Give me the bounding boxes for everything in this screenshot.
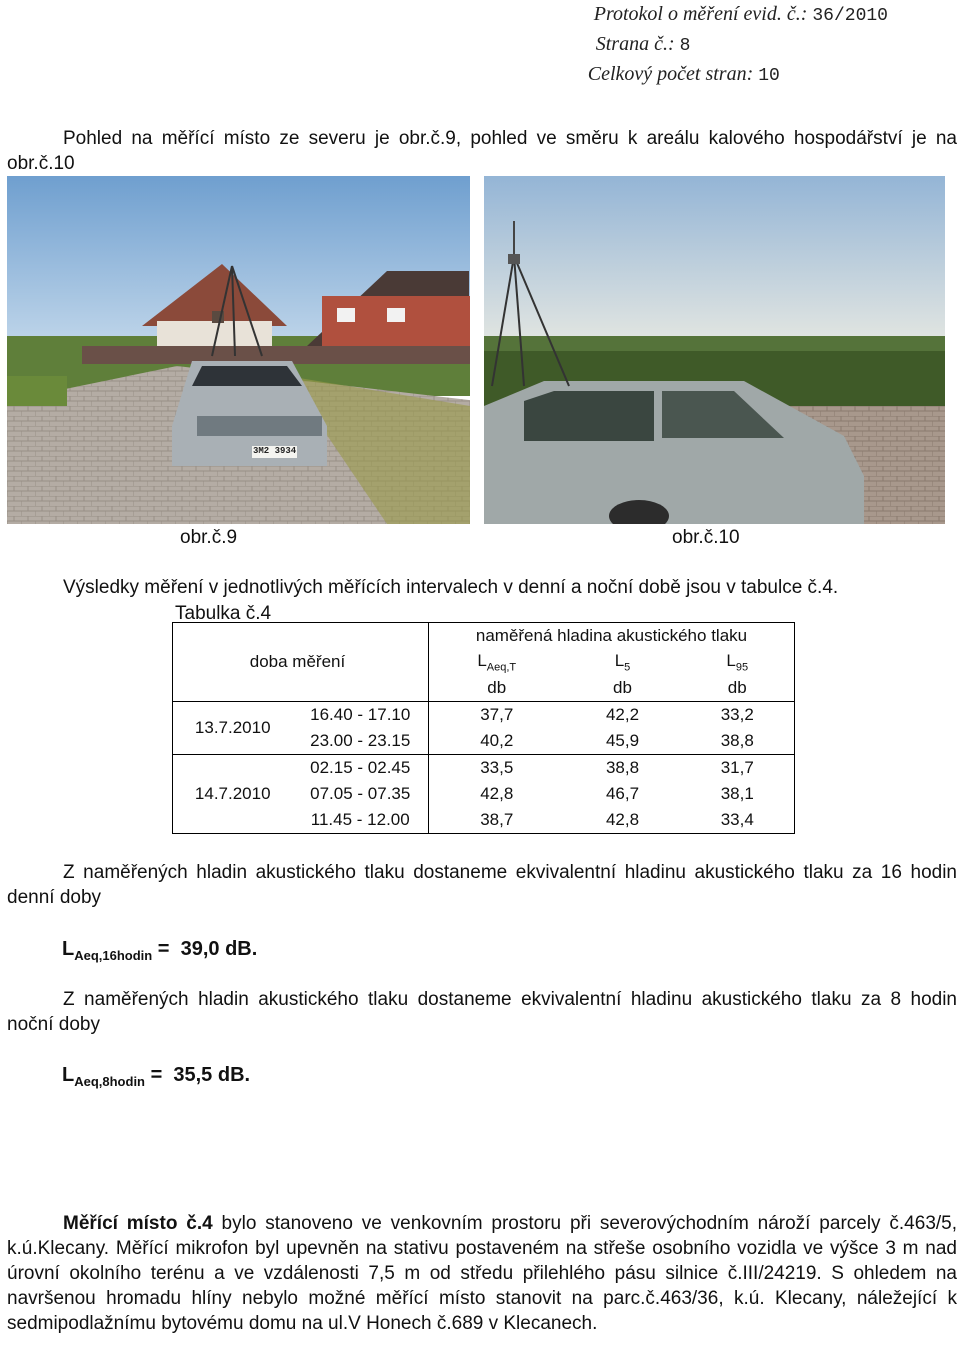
l95-cell: 38,8 [681,728,795,755]
day-formula-equals: = [157,938,170,960]
laeq-header [429,649,565,675]
page-number-label: Strana č.: [595,33,675,55]
page-count-label: Celkový počet stran: [587,63,754,85]
l5-cell: 42,2 [605,705,640,724]
l95-unit: db [681,675,795,702]
measuring-place-title: Měřící místo č.4 [63,1213,213,1234]
license-plate-text: 3M2 3934 [253,446,297,456]
day-level-text: Z naměřených hladin akustického tlaku dostaneme ekvivalentní hladinu akustického tlaku za 16 hodin denní doby [7,862,957,908]
photo-north-view [7,176,470,524]
laeq-header-sub: Aeq,T [486,661,517,674]
day-formula-value: 39,0 dB. [180,938,258,960]
l5-cell: 42,8 [565,807,681,834]
l5-header-symbol: L [614,650,625,670]
l5-cell: 45,9 [565,728,681,755]
protocol-number-line [594,0,888,30]
protocol-header [587,0,888,90]
l5-cell: 46,7 [605,784,640,803]
l5-header [565,649,681,675]
l5-cell: 38,8 [605,758,640,777]
laeq-cell: 33,5 [429,755,565,782]
laeq-cell: 42,8 [429,781,565,807]
date-cell: 14.7.2010 [173,755,293,834]
measuring-place-paragraph [7,1211,957,1336]
interval-cell: 02.15 - 02.45 [310,758,411,777]
intro-paragraph: Pohled na měřící místo ze severu je obr.č.9, pohled ve směru k areálu kalového hospodářství je na obr.č.10 [7,128,957,174]
day-formula-symbol: L [62,938,75,960]
period-header: doba měření [173,649,429,675]
photo-sludge-area-view-image [484,176,945,524]
night-formula-symbol: L [62,1064,75,1086]
day-level-formula [62,938,257,963]
table-title: Tabulka č.4 [175,603,272,624]
l95-cell: 38,1 [681,781,795,807]
interval-cell: 23.00 - 23.15 [293,728,429,755]
photo-sludge-area-view [484,176,945,524]
group-header: naměřená hladina akustického tlaku [429,623,795,650]
night-level-text: Z naměřených hladin akustického tlaku dostaneme ekvivalentní hladinu akustického tlaku za 8 hodin noční doby [7,989,957,1035]
interval-cell: 16.40 - 17.10 [310,705,411,724]
l95-cell: 33,2 [681,702,795,729]
night-formula-equals: = [150,1064,163,1086]
laeq-cell: 40,2 [429,728,565,755]
l5-unit: db [565,675,681,702]
protocol-number-label: Protokol o měření evid. č.: [593,3,808,25]
measurement-table [172,622,795,834]
l95-header-symbol: L [726,650,736,670]
night-formula-value: 35,5 dB. [173,1064,251,1086]
page-count-value: 10 [758,66,780,86]
l95-header-sub: 95 [735,661,749,674]
caption-photo-10: obr.č.10 [672,527,740,548]
night-level-formula [62,1064,250,1089]
interval-cell: 11.45 - 12.00 [293,807,429,834]
night-formula-sub: Aeq,8hodin [74,1074,145,1089]
l95-cell: 33,4 [681,807,795,834]
page-number-line [594,30,888,60]
protocol-number-value: 36/2010 [812,6,888,26]
day-formula-sub: Aeq,16hodin [74,948,153,963]
measuring-place-text: bylo stanoveno ve venkovním prostoru při severovýchodním nároží parcely č.463/5, k.ú.Klecany. Měřící mikrofon byl upevněn na stativu postaveném na střeše osobního vozidla ve výšce 3 m nad úrovní okolního terénu a ve vzdálenosti 7,5 m od středu přilehlého pásu silnice č.III/24219. S ohledem na navršenou hromadu hlíny nebylo možné měřící místo stanovit na parc.č.463/36, k.ú. Klecany, náležející k sedmipodlažnímu bytovému domu na ul.V Honech č.689 v Klecanech. [7,1213,958,1334]
page-count-line [588,60,888,90]
results-intro: Výsledky měření v jednotlivých měřících intervalech v denní a noční době jsou v tabulce č.4. [63,577,839,598]
date-cell: 13.7.2010 [173,702,293,755]
page-number-value: 8 [679,36,691,56]
l95-cell: 31,7 [681,755,795,782]
laeq-cell: 38,7 [429,807,565,834]
laeq-header-symbol: L [477,650,487,670]
l5-header-sub: 5 [624,661,631,674]
caption-photo-9: obr.č.9 [180,527,238,548]
interval-cell: 07.05 - 07.35 [310,784,411,803]
laeq-cell: 37,7 [429,702,565,729]
l95-header [681,649,795,675]
laeq-unit: db [429,675,565,702]
photo-north-view-image [7,176,470,524]
